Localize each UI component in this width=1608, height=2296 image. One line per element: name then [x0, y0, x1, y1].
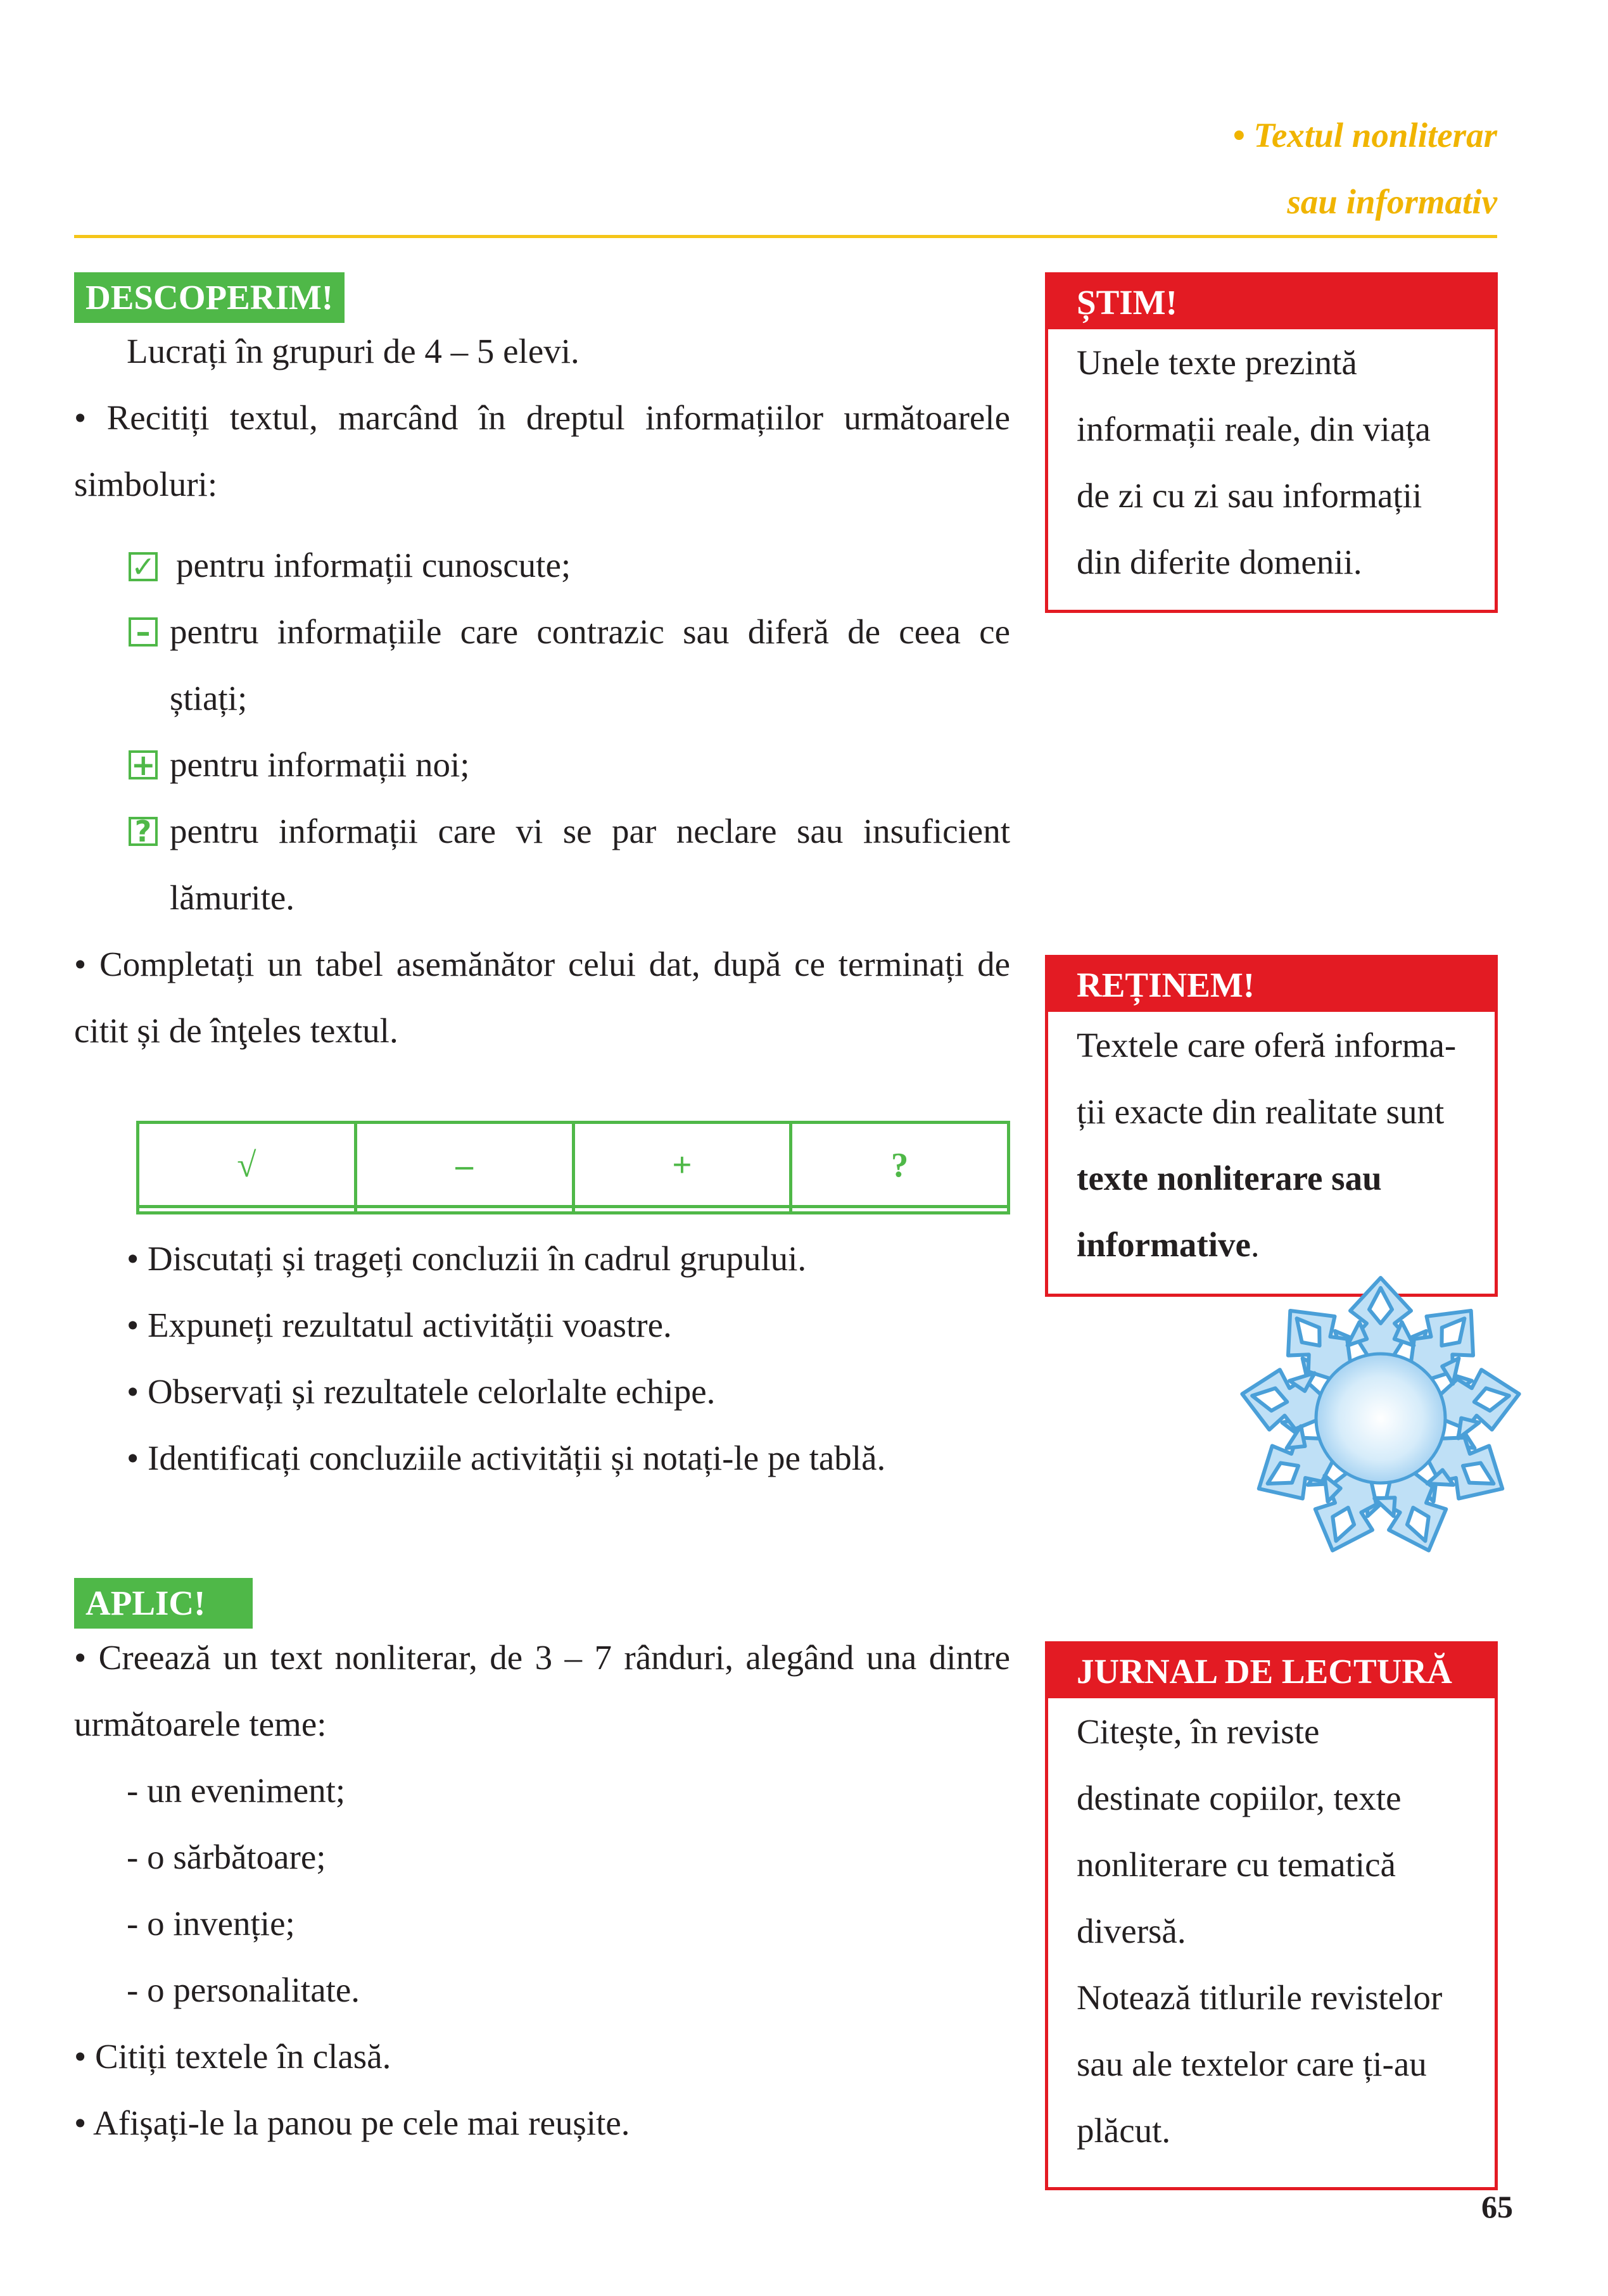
theme-item: - o personalitate.: [127, 1971, 360, 2009]
theme-item: - un eveniment;: [127, 1771, 346, 1810]
table-header-plus: +: [573, 1123, 791, 1207]
plus-symbol-icon: +: [129, 750, 158, 779]
table-cell: [355, 1207, 573, 1213]
minus-symbol-icon: –: [129, 617, 158, 647]
complete-table-line2: citit și de înţeles textul.: [74, 1011, 398, 1050]
stim-label: ȘTIM!: [1048, 275, 1495, 329]
table-cell: [791, 1207, 1009, 1213]
chapter-title-line2: sau informativ: [1287, 182, 1497, 221]
retinem-line2: ții exacte din realitate sunt: [1077, 1092, 1445, 1131]
table-header-check: √: [138, 1123, 356, 1207]
stim-line: din diferite domenii.: [1077, 543, 1362, 581]
complete-table-line1: • Completați un tabel asemănător celui dat, după ce terminați de: [74, 945, 1010, 983]
question-symbol-icon: ?: [129, 817, 158, 846]
descoperim-intro: Lucrați în grupuri de 4 – 5 elevi.: [127, 332, 579, 370]
page-number: 65: [1481, 2189, 1513, 2224]
jurnal-line: sau ale textelor care ți-au: [1077, 2045, 1427, 2083]
stim-line: de zi cu zi sau informații: [1077, 476, 1422, 515]
bullet-identify: • Identificați concluziile activității și notați-le pe tablă.: [127, 1439, 886, 1477]
aplic-bullet-display: • Afișați-le la panou pe cele mai reușite.: [74, 2104, 630, 2142]
jurnal-line: plăcut.: [1077, 2111, 1171, 2150]
chapter-title-line1: • Textul nonliterar: [1232, 116, 1497, 155]
aplic-line2: următoarele teme:: [74, 1705, 327, 1743]
symbol-question-text-line2: lămurite.: [170, 878, 295, 917]
retinem-body: [1048, 1012, 1495, 1278]
symbol-question-text-line1: pentru informații care vi se par neclare sau insuficient: [170, 812, 1010, 850]
aplic-line1: • Creează un text nonliterar, de 3 – 7 rânduri, alegând una dintre: [74, 1638, 1010, 1677]
stim-body: [1048, 329, 1495, 595]
bullet-observe: • Observați și rezultatele celorlalte echipe.: [127, 1372, 716, 1411]
descoperim-label: DESCOPERIM!: [74, 272, 345, 323]
bullet-discuss: • Discutați și trageți concluzii în cadrul grupului.: [127, 1239, 807, 1278]
table-cell: [138, 1207, 356, 1213]
retinem-label: REȚINEM!: [1048, 958, 1495, 1012]
retinem-box: [1045, 955, 1498, 1297]
symbol-table: [136, 1121, 1010, 1214]
check-symbol-icon: ✓: [129, 552, 158, 581]
theme-item: - o sărbătoare;: [127, 1838, 326, 1876]
aplic-bullet-read: • Citiți textele în clasă.: [74, 2037, 391, 2076]
theme-item: - o invenție;: [127, 1904, 295, 1943]
table-header-minus: –: [355, 1123, 573, 1207]
stim-box: [1045, 272, 1498, 613]
retinem-end: .: [1250, 1225, 1260, 1264]
descoperim-instruction-line1: • Recitiți textul, marcând în dreptul informațiilor următoarele: [74, 398, 1010, 437]
table-header-question: ?: [791, 1123, 1009, 1207]
retinem-bold1: texte nonliterare sau: [1077, 1159, 1382, 1197]
descoperim-instruction-line2: simboluri:: [74, 465, 218, 503]
symbol-plus-text: pentru informații noi;: [170, 745, 470, 784]
symbol-check-text: pentru informații cunoscute;: [176, 546, 571, 584]
header-divider: [74, 235, 1497, 238]
aplic-label: APLIC!: [74, 1578, 253, 1629]
jurnal-box: [1045, 1641, 1498, 2190]
table-cell: [573, 1207, 791, 1213]
retinem-bold2: informative: [1077, 1225, 1251, 1264]
jurnal-line: Notează titlurile revistelor: [1077, 1978, 1443, 2017]
jurnal-line: nonliterare cu tematică: [1077, 1845, 1396, 1884]
jurnal-body: [1048, 1698, 1495, 2164]
symbol-minus-text-line2: știați;: [170, 679, 248, 717]
snowflake-icon: [1229, 1273, 1533, 1564]
symbol-minus-text-line1: pentru informațiile care contrazic sau diferă de ceea ce: [170, 612, 1010, 651]
jurnal-line: destinate copiilor, texte: [1077, 1779, 1402, 1817]
stim-line: Unele texte prezintă: [1077, 343, 1357, 382]
stim-line: informații reale, din viața: [1077, 410, 1431, 448]
jurnal-line: diversă.: [1077, 1912, 1186, 1950]
jurnal-label: JURNAL DE LECTURĂ: [1048, 1644, 1495, 1698]
bullet-present: • Expuneți rezultatul activității voastre.: [127, 1306, 672, 1344]
retinem-line1: Textele care oferă informa-: [1077, 1026, 1457, 1064]
jurnal-line: Citește, în reviste: [1077, 1712, 1320, 1751]
retinem-last-line: [1077, 1211, 1469, 1278]
